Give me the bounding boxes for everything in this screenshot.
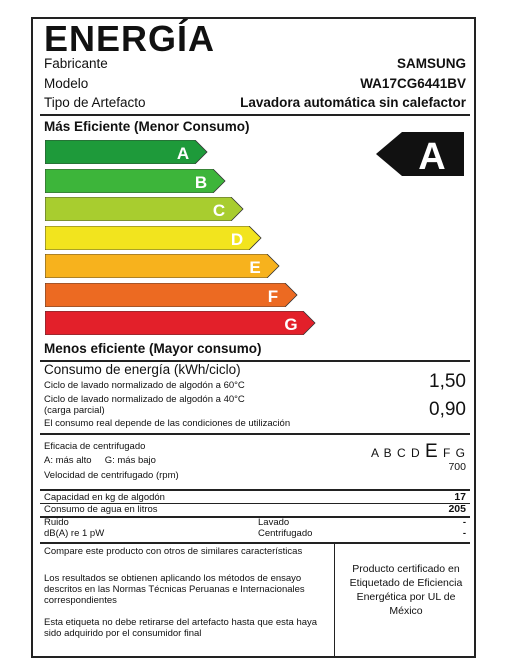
divider: [40, 489, 470, 491]
fabricante-value: SAMSUNG: [396, 56, 466, 71]
capacidad-value: 17: [454, 491, 466, 503]
centrifugado-speed-value: 700: [448, 461, 466, 473]
agua-label: Consumo de agua en litros: [44, 504, 158, 515]
consumo-value1: 1,50: [429, 371, 466, 392]
consumo-title: Consumo de energía (kWh/ciclo): [44, 362, 241, 377]
footer-warning: Esta etiqueta no debe retirarse del artefacto hasta que esta haya sido adquirido por el consumidor final: [44, 617, 318, 639]
divider: [40, 542, 470, 544]
ruido-centrifugado: Centrifugado: [258, 528, 313, 539]
ruido-lavado: Lavado: [258, 517, 290, 528]
ruido-centrifugado-value: -: [462, 528, 466, 539]
efficiency-bar-letter: B: [194, 172, 208, 192]
efficiency-bar-g: [45, 311, 317, 335]
fabricante-label: Fabricante: [44, 56, 108, 71]
modelo-value: WA17CG6441BV: [360, 76, 466, 91]
tipo-label: Tipo de Artefacto: [44, 95, 146, 110]
scale-top-label: Más Eficiente (Menor Consumo): [44, 119, 250, 134]
consumo-line2: Ciclo de lavado normalizado de algodón a 40°C: [44, 394, 245, 405]
ruido-unit: dB(A) re 1 pW: [44, 528, 105, 539]
divider: [40, 114, 470, 116]
divider: [40, 433, 470, 435]
consumo-note: El consumo real depende de las condiciones de utilización: [44, 418, 291, 429]
efficiency-bar-letter: D: [230, 229, 244, 249]
label-title: ENERGÍA: [44, 18, 216, 59]
divider: [40, 516, 470, 518]
efficiency-bar-letter: G: [284, 315, 298, 334]
efficiency-bar-d: [45, 226, 263, 250]
centrifugado-letters-after: F G: [443, 446, 466, 460]
consumo-line2b: (carga parcial): [44, 405, 105, 416]
ruido-label: Ruido: [44, 517, 69, 528]
efficiency-bar-letter: A: [176, 144, 190, 163]
tipo-value: Lavadora automática sin calefactor: [240, 95, 466, 110]
scale-bottom-label: Menos eficiente (Mayor consumo): [44, 341, 262, 356]
capacidad-label: Capacidad en kg de algodón: [44, 492, 165, 503]
efficiency-bar-a: [45, 140, 209, 164]
ruido-lavado-value: -: [462, 517, 466, 528]
footer-divider: [334, 543, 335, 656]
efficiency-bar-f: [45, 283, 299, 307]
agua-value: 205: [448, 503, 466, 515]
modelo-label: Modelo: [44, 76, 89, 91]
centrifugado-class-scale: [371, 441, 466, 463]
centrifugado-letters-before: A B C D: [370, 446, 421, 460]
efficiency-bar-c: [45, 197, 245, 221]
efficiency-bar-letter: F: [267, 286, 279, 306]
certification-note: Producto certificado en Etiquetado de Eficiencia Energética por UL de México: [349, 563, 463, 617]
centrifugado-scale-note: A: más alto G: más bajo: [44, 455, 156, 466]
efficiency-bar-letter: E: [249, 258, 261, 277]
centrifugado-title: Eficacia de centrifugado: [44, 441, 146, 452]
efficiency-bar-letter: C: [212, 201, 226, 220]
consumo-value2: 0,90: [429, 399, 466, 420]
centrifugado-speed-label: Velocidad de centrifugado (rpm): [44, 470, 179, 481]
footer-methods: Los resultados se obtienen aplicando los métodos de ensayo descritos en las Normas Técnicas Peruanas e Internacionales correspondientes: [44, 573, 305, 606]
efficiency-bar-b: [45, 169, 227, 193]
footer-compare: Compare este producto con otros de similares características: [44, 546, 303, 557]
rating-arrow: [376, 132, 464, 176]
rating-letter: A: [418, 136, 446, 176]
consumo-line1: Ciclo de lavado normalizado de algodón a 60°C: [44, 380, 245, 391]
efficiency-bar-e: [45, 254, 281, 278]
centrifugado-letter-selected: E: [424, 441, 439, 462]
